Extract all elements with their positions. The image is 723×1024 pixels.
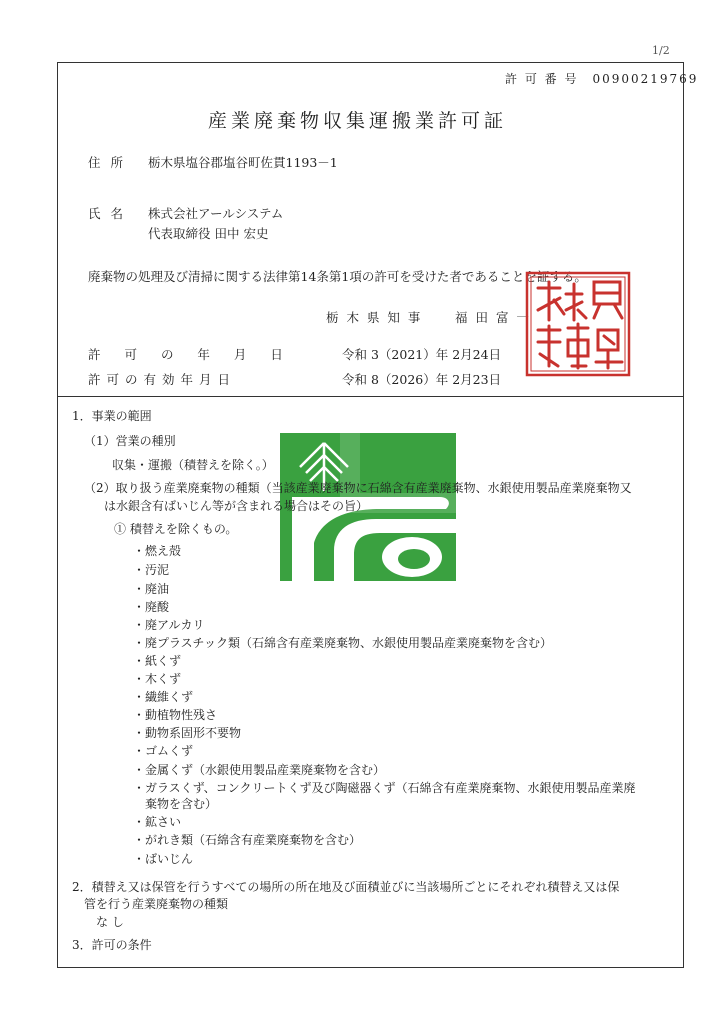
- page-number: 1/2: [652, 44, 670, 57]
- waste-item: ・がれき類（石綿含有産業廃棄物を含む）: [133, 833, 362, 847]
- issuer-title: 栃 木 県 知 事: [326, 310, 423, 325]
- waste-item: ・繊維くず: [133, 690, 194, 704]
- waste-item: ・廃油: [133, 582, 170, 596]
- section2-heading-line1: 2．積替え又は保管を行うすべての場所の所在地及び面積並びに当該場所ごとにそれぞれ積替え又は保: [72, 880, 620, 894]
- section1-sub1-heading: （1）営業の種別: [84, 434, 176, 448]
- certificate-title: 産業廃棄物収集運搬業許可証: [208, 110, 508, 132]
- expiry-date-label: 許可の有効年月日: [88, 372, 237, 387]
- waste-item: ・ばいじん: [133, 852, 194, 866]
- certification-text: 廃棄物の処理及び清掃に関する法律第14条第1項の許可を受けた者であることを証する。: [88, 269, 587, 284]
- issuer-name: 福 田 富 一: [455, 310, 531, 325]
- section1-sub2-line2: は水銀含有ばいじん等が含まれる場合はその旨）: [104, 499, 369, 513]
- permit-date-value: 令和 3（2021）年 2月24日: [342, 347, 502, 362]
- permit-number: 許 可 番 号 00900219769: [505, 72, 699, 86]
- waste-item: ・汚泥: [133, 563, 170, 577]
- section3-heading: 3．許可の条件: [72, 938, 152, 952]
- section-divider: [57, 396, 684, 397]
- address-label: 住所: [88, 155, 134, 170]
- waste-item: ・廃プラスチック類（石綿含有産業廃棄物、水銀使用製品産業廃棄物を含む）: [133, 636, 553, 650]
- waste-item: ・金属くず（水銀使用製品産業廃棄物を含む）: [133, 763, 386, 777]
- expiry-date-value: 令和 8（2026）年 2月23日: [342, 372, 502, 387]
- waste-item: ・廃アルカリ: [133, 618, 205, 632]
- section2-value: な し: [96, 915, 124, 929]
- waste-group-heading: ① 積替えを除くもの。: [114, 522, 238, 536]
- section2-heading-line2: 管を行う産業廃棄物の種類: [84, 897, 229, 911]
- waste-item: ・木くず: [133, 672, 182, 686]
- address-value: 栃木県塩谷郡塩谷町佐貫1193－1: [148, 155, 338, 170]
- waste-item: ・ガラスくず、コンクリートくず及び陶磁器くず（石綿含有産業廃棄物、水銀使用製品産業廃: [133, 781, 636, 795]
- section1-sub2-line1: （2）取り扱う産業廃棄物の種類（当該産業廃棄物に石綿含有産業廃棄物、水銀使用製品産業廃棄物又: [84, 481, 632, 495]
- waste-item: ・ゴムくず: [133, 744, 194, 758]
- waste-item: ・紙くず: [133, 654, 182, 668]
- representative-name: 代表取締役 田中 宏史: [148, 226, 269, 241]
- permit-date-label: 許 可 の 年 月 日: [88, 347, 293, 362]
- waste-item: ・燃え殻: [133, 544, 182, 558]
- section1-sub1-value: 収集・運搬（積替えを除く。）: [112, 458, 274, 472]
- section1-heading: 1．事業の範囲: [72, 409, 152, 423]
- company-name: 株式会社アールシステム: [148, 206, 284, 221]
- waste-item: ・鉱さい: [133, 815, 182, 829]
- name-label: 氏名: [88, 206, 134, 221]
- waste-item: 棄物を含む）: [133, 797, 218, 811]
- waste-item: ・動物系固形不要物: [133, 726, 242, 740]
- waste-item: ・動植物性残さ: [133, 708, 218, 722]
- official-seal-stamp: [524, 270, 632, 378]
- waste-item: ・廃酸: [133, 600, 170, 614]
